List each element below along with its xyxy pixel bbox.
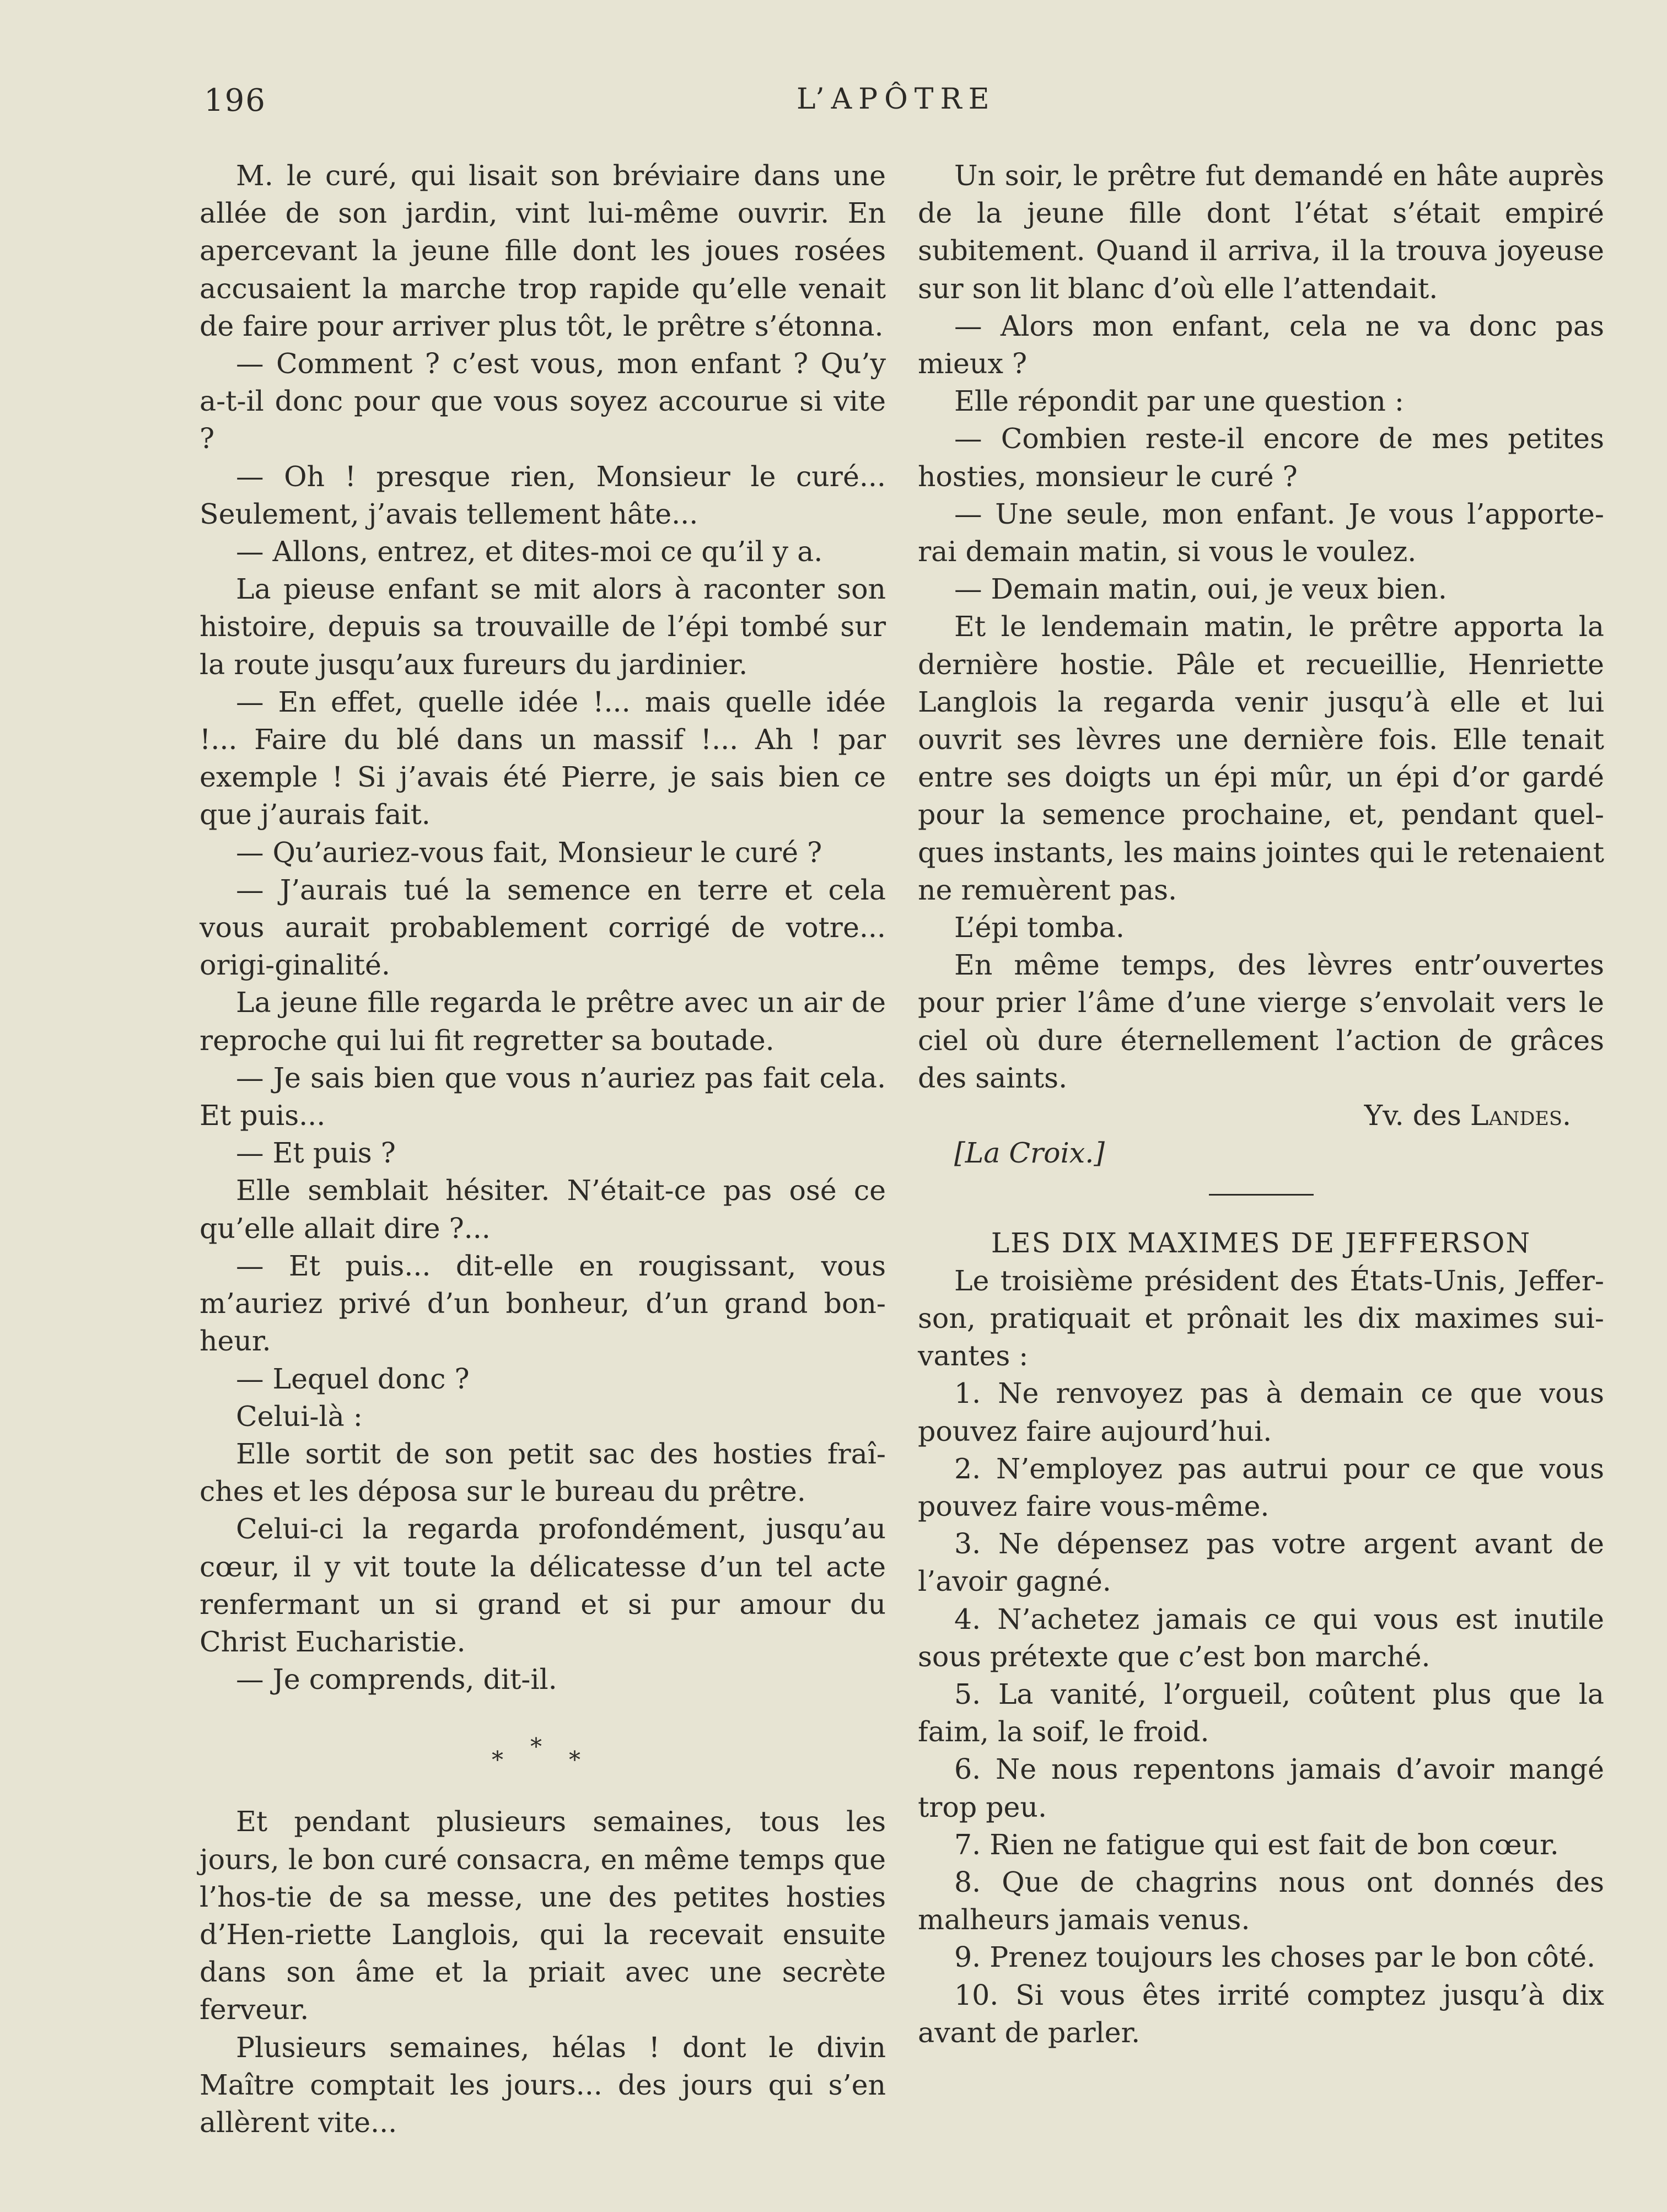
paragraph: Et pendant plusieurs semaines, tous les jours, le bon curé consacra, en même temps que l’hos-tie de sa messe, une des petites hosties d’Hen-riette Langlois, qui la recevait ensuite dans son âme et la priait avec une secrète ferveur. xyxy=(200,1805,886,2026)
source-citation: [La Croix.] xyxy=(954,1137,1105,1170)
maxim-item: 8. Que de chagrins nous ont donnés des malheurs jamais venus. xyxy=(918,1865,1604,1936)
paragraph: La jeune fille regarda le prêtre avec un air de reproche qui lui fit regretter sa boutade. xyxy=(200,986,886,1057)
page-number: 196 xyxy=(204,83,266,119)
maxim-item: 10. Si vous êtes irrité comptez jusqu’à dix avant de parler. xyxy=(918,1978,1604,2049)
signature-surname: Landes. xyxy=(1470,1099,1571,1132)
maxim-item: 1. Ne renvoyez pas à demain ce que vous pouvez faire aujourd’hui. xyxy=(918,1377,1604,1447)
paragraph: Celui-ci la regarda profondément, jusqu’au cœur, il y vit toute la délicatesse d’un tel acte renfermant un si grand et si pur amour du Christ Eucharistie. xyxy=(200,1513,886,1658)
paragraph: — Et puis ? xyxy=(236,1137,396,1170)
paragraph: — Une seule, mon enfant. Je vous l’apporte-rai demain matin, si vous le voulez. xyxy=(918,497,1604,568)
paragraph: Celui-là : xyxy=(236,1400,363,1433)
paragraph: Elle semblait hésiter. N’était-ce pas osé ce qu’elle allait dire ?... xyxy=(200,1174,886,1245)
paragraph: — Combien reste-il encore de mes petites hosties, monsieur le curé ? xyxy=(918,422,1604,493)
paragraph: — Je comprends, dit-il. xyxy=(236,1663,557,1696)
paragraph: — Lequel donc ? xyxy=(236,1362,470,1395)
paragraph: En même temps, des lèvres entr’ouvertes pour prier l’âme d’une vierge s’envolait vers le ciel où dure éternellement l’action de grâces des saints. xyxy=(918,949,1604,1094)
running-title: L’APÔTRE xyxy=(797,83,996,116)
asterisk: * xyxy=(530,1733,542,1761)
section-heading: LES DIX MAXIMES DE JEFFERSON xyxy=(991,1227,1531,1260)
maxim-item: 4. N’achetez jamais ce qui vous est inutile sous prétexte que c’est bon marché. xyxy=(918,1602,1604,1673)
left-column xyxy=(200,157,886,2141)
paragraph: — J’aurais tué la semence en terre et cela vous aurait probablement corrigé de votre... origi-ginalité. xyxy=(200,873,886,982)
paragraph: Elle répondit par une question : xyxy=(954,385,1404,418)
right-column xyxy=(918,157,1604,2052)
paragraph: Elle sortit de son petit sac des hosties fraî-ches et les déposa sur le bureau du prêtre. xyxy=(200,1437,886,1508)
asterisk: * xyxy=(569,1746,580,1774)
maxim-item: 3. Ne dépensez pas votre argent avant de l’avoir gagné. xyxy=(918,1527,1604,1598)
paragraph: — En effet, quelle idée !... mais quelle idée !... Faire du blé dans un massif !... Ah ! par exemple ! Si j’avais été Pierre, je sais bien ce que j’aurais fait. xyxy=(200,685,886,831)
paragraph: Et le lendemain matin, le prêtre apporta la dernière hostie. Pâle et recueillie, Henriette Langlois la regarda venir jusqu’à elle et lui ouvrit ses lèvres une dernière fois. Elle tenait entre ses doigts un épi mûr, un épi d’or gardé pour la semence prochaine, et, pendant quel-ques instants, les mains jointes qui le retenaient ne remuèrent pas. xyxy=(918,610,1604,906)
page-header xyxy=(204,83,1615,132)
author-signature xyxy=(918,1097,1604,1134)
maxim-item: 2. N’employez pas autrui pour ce que vous pouvez faire vous-même. xyxy=(918,1452,1604,1522)
paragraph: Plusieurs semaines, hélas ! dont le divin Maître comptait les jours... des jours qui s’en allèrent vite... xyxy=(200,2031,886,2139)
paragraph: — Comment ? c’est vous, mon enfant ? Qu’y a-t-il donc pour que vous soyez accourue si vite ? xyxy=(200,347,886,455)
maxim-item: 6. Ne nous repentons jamais d’avoir mangé trop peu. xyxy=(918,1753,1604,1823)
paragraph: — Alors mon enfant, cela ne va donc pas mieux ? xyxy=(918,309,1604,380)
section-divider xyxy=(1209,1194,1314,1196)
section-break-asterism xyxy=(200,1698,886,1803)
asterisk: * xyxy=(492,1746,503,1774)
maxim-item: 5. La vanité, l’orgueil, coûtent plus que la faim, la soif, le froid. xyxy=(918,1677,1604,1748)
paragraph: — Allons, entrez, et dites-moi ce qu’il y a. xyxy=(236,535,823,568)
paragraph: L’épi tomba. xyxy=(954,911,1125,944)
paragraph: — Qu’auriez-vous fait, Monsieur le curé ? xyxy=(236,836,822,869)
maxim-item: 7. Rien ne fatigue qui est fait de bon cœur. xyxy=(954,1828,1559,1861)
signature-prefix: Yv. des xyxy=(1364,1099,1470,1132)
maxim-item: 9. Prenez toujours les choses par le bon côté. xyxy=(954,1941,1596,1974)
paragraph: — Oh ! presque rien, Monsieur le curé... Seulement, j’avais tellement hâte... xyxy=(200,460,886,530)
paragraph: La pieuse enfant se mit alors à raconter son histoire, depuis sa trouvaille de l’épi tombé sur la route jusqu’aux fureurs du jardinier. xyxy=(200,573,886,681)
paragraph: — Demain matin, oui, je veux bien. xyxy=(954,573,1447,606)
paragraph: — Je sais bien que vous n’auriez pas fait cela. Et puis... xyxy=(200,1061,886,1132)
section-intro: Le troisième président des États-Unis, Jeffer-son, pratiquait et prônait les dix maximes sui-vantes : xyxy=(918,1264,1604,1373)
paragraph: — Et puis... dit-elle en rougissant, vous m’auriez privé d’un bonheur, d’un grand bon-heur. xyxy=(200,1249,886,1358)
paragraph: Un soir, le prêtre fut demandé en hâte auprès de la jeune fille dont l’état s’était empiré subitement. Quand il arriva, il la trouva joyeuse sur son lit blanc d’où elle l’attendait. xyxy=(918,159,1604,305)
paragraph: M. le curé, qui lisait son bréviaire dans une allée de son jardin, vint lui-même ouvrir. En apercevant la jeune fille dont les joues rosées accusaient la marche trop rapide qu’elle venait de faire pour arriver plus tôt, le prêtre s’étonna. xyxy=(200,159,886,342)
